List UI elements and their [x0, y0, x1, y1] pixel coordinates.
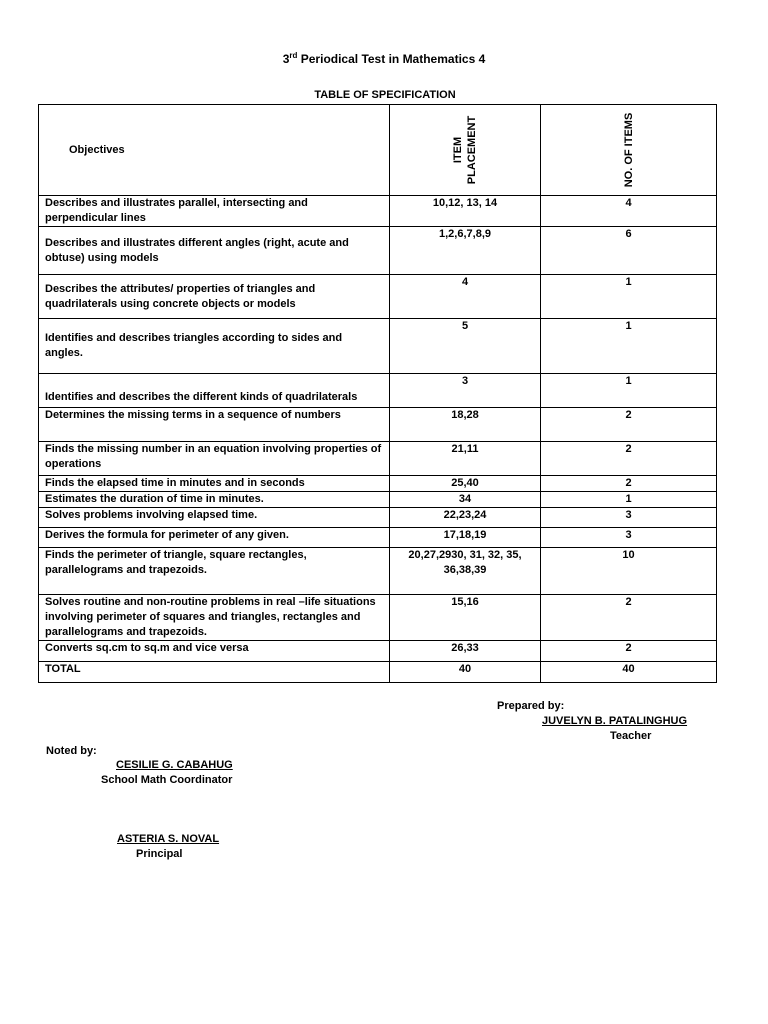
- total-items: 40: [541, 662, 717, 683]
- placement-cell: 18,28: [390, 408, 541, 442]
- objective-cell: Converts sq.cm to sq.m and vice versa: [39, 641, 390, 662]
- objective-cell: Describes the attributes/ properties of triangles and quadrilaterals using concrete objects or models: [39, 275, 390, 319]
- header-item-placement-line2: PLACEMENT: [466, 115, 478, 185]
- items-cell: 1: [541, 374, 717, 408]
- items-cell: 2: [541, 595, 717, 641]
- placement-cell: 3: [390, 374, 541, 408]
- table-row: [39, 528, 717, 548]
- table-row: [39, 442, 717, 476]
- items-cell: 2: [541, 641, 717, 662]
- header-no-of-items: [541, 105, 717, 196]
- placement-cell: 15,16: [390, 595, 541, 641]
- table-row: [39, 275, 717, 319]
- header-objectives: Objectives: [39, 105, 390, 196]
- items-cell: 3: [541, 508, 717, 528]
- objective-cell: Identifies and describes triangles according to sides and angles.: [39, 319, 390, 374]
- table-row: [39, 227, 717, 275]
- table-row: [39, 408, 717, 442]
- specification-table: [38, 104, 717, 683]
- header-no-of-items-label: NO. OF ITEMS: [622, 112, 635, 188]
- objective-cell: Solves routine and non-routine problems in real –life situations involving perimeter of squares and triangles, rectangles and parallelograms and trapezoids.: [39, 595, 390, 641]
- title-text: Periodical Test in Mathematics 4: [297, 52, 486, 66]
- placement-cell: 20,27,2930, 31, 32, 35, 36,38,39: [390, 548, 541, 595]
- items-cell: 2: [541, 476, 717, 492]
- objective-cell: Describes and illustrates parallel, intersecting and perpendicular lines: [39, 196, 390, 227]
- items-cell: 4: [541, 196, 717, 227]
- total-placement: 40: [390, 662, 541, 683]
- table-row: [39, 196, 717, 227]
- table-subtitle: TABLE OF SPECIFICATION: [314, 89, 456, 101]
- objective-cell: Identifies and describes the different kinds of quadrilaterals: [39, 374, 390, 408]
- placement-cell: 34: [390, 492, 541, 508]
- table-row: [39, 492, 717, 508]
- title-ordinal-suffix: rd: [289, 51, 298, 60]
- objective-cell: Determines the missing terms in a sequence of numbers: [39, 408, 390, 442]
- items-cell: 1: [541, 275, 717, 319]
- header-item-placement-line1: ITEM: [452, 136, 464, 164]
- table-row: [39, 508, 717, 528]
- items-cell: 1: [541, 492, 717, 508]
- total-label: TOTAL: [39, 662, 390, 683]
- items-cell: 10: [541, 548, 717, 595]
- preparer-title: Teacher: [610, 730, 652, 742]
- noted-by-label: Noted by:: [46, 745, 97, 757]
- preparer-name: JUVELYN B. PATALINGHUG: [542, 715, 688, 727]
- placement-cell: 17,18,19: [390, 528, 541, 548]
- header-item-placement: [390, 105, 541, 196]
- table-row: [39, 319, 717, 374]
- placement-cell: 1,2,6,7,8,9: [390, 227, 541, 275]
- objective-cell: Describes and illustrates different angles (right, acute and obtuse) using models: [39, 227, 390, 275]
- items-cell: 3: [541, 528, 717, 548]
- items-cell: 2: [541, 442, 717, 476]
- objective-cell: Finds the elapsed time in minutes and in seconds: [39, 476, 390, 492]
- table-row: [39, 548, 717, 595]
- placement-cell: 10,12, 13, 14: [390, 196, 541, 227]
- placement-cell: 4: [390, 275, 541, 319]
- prepared-by-label: Prepared by:: [497, 700, 565, 712]
- objective-cell: Finds the perimeter of triangle, square rectangles, parallelograms and trapezoids.: [39, 548, 390, 595]
- placement-cell: 21,11: [390, 442, 541, 476]
- table-header-row: [39, 105, 717, 196]
- objective-cell: Derives the formula for perimeter of any given.: [39, 528, 390, 548]
- items-cell: 6: [541, 227, 717, 275]
- title-ordinal: 3: [282, 52, 290, 66]
- table-row: [39, 641, 717, 662]
- placement-cell: 26,33: [390, 641, 541, 662]
- principal-name: ASTERIA S. NOVAL: [117, 833, 220, 845]
- objective-cell: Solves problems involving elapsed time.: [39, 508, 390, 528]
- table-row: [39, 595, 717, 641]
- placement-cell: 25,40: [390, 476, 541, 492]
- objective-cell: Estimates the duration of time in minutes.: [39, 492, 390, 508]
- placement-cell: 5: [390, 319, 541, 374]
- coordinator-name: CESILIE G. CABAHUG: [116, 759, 233, 771]
- coordinator-title: School Math Coordinator: [101, 774, 233, 786]
- items-cell: 2: [541, 408, 717, 442]
- table-row: [39, 476, 717, 492]
- table-row: [39, 374, 717, 408]
- page-title: [0, 52, 768, 66]
- table-total-row: [39, 662, 717, 683]
- principal-title: Principal: [136, 848, 183, 860]
- objective-cell: Finds the missing number in an equation involving properties of operations: [39, 442, 390, 476]
- placement-cell: 22,23,24: [390, 508, 541, 528]
- items-cell: 1: [541, 319, 717, 374]
